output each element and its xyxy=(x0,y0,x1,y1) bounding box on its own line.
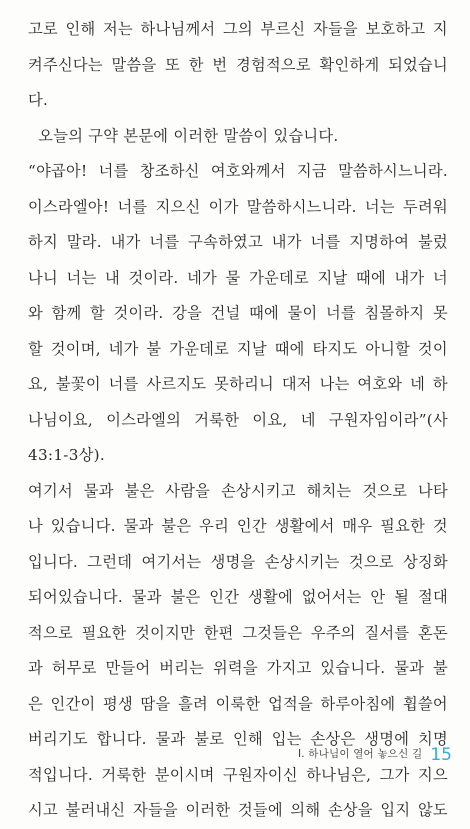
text-line: 43:1-3상). xyxy=(28,446,106,464)
text-line: 적으로 필요한 것이지만 한편 그것들은 우주의 질서를 혼돈 xyxy=(28,623,448,642)
text-line: 버리기도 합니다. 물과 불로 인해 입는 손상은 생명에 치명 xyxy=(28,730,448,748)
text-line: 은 인간이 평생 땀을 흘려 이룩한 업적을 하루아침에 휩쓸어 xyxy=(28,694,448,713)
running-head: I. 하나님이 열어 놓으신 길 xyxy=(297,748,423,760)
text-line: 요, 불꽃이 너를 사르지도 못하리니 대저 나는 여호와 네 하 xyxy=(28,375,448,393)
text-line: 켜주신다는 말씀을 또 한 번 경험적으로 확인하게 되었습니 xyxy=(28,55,448,74)
text-line: 적입니다. 거룩한 분이시며 구원자이신 하나님은, 그가 지으 xyxy=(28,765,448,784)
body-text xyxy=(28,12,448,829)
text-line: 고로 인해 저는 하나님께서 그의 부르신 자들을 보호하고 지 xyxy=(28,20,448,38)
page-number: 15 xyxy=(430,745,452,765)
text-line: 와 함께 할 것이라. 강을 건널 때에 물이 너를 침몰하지 못 xyxy=(28,304,448,322)
text-line: 다. xyxy=(28,91,49,109)
text-line: 하지 말라. 내가 너를 구속하였고 내가 너를 지명하여 불렀 xyxy=(28,233,448,251)
text-line: 되어있습니다. 물과 불은 인간 생활에 없어서는 안 될 절대 xyxy=(28,588,448,606)
text-line: 나 있습니다. 물과 불은 우리 인간 생활에서 매우 필요한 것 xyxy=(28,517,448,535)
text-line: “야곱아! 너를 창조하신 여호와께서 지금 말씀하시느니라. xyxy=(28,162,448,180)
page-footer xyxy=(298,742,452,764)
text-line: 과 허무로 만들어 버리는 위력을 가지고 있습니다. 물과 불 xyxy=(28,659,448,677)
text-line: 나님이요, 이스라엘의 거룩한 이요, 네 구원자임이라”(사 xyxy=(28,410,448,429)
text-line: 이스라엘아! 너를 지으신 이가 말씀하시느니라. 너는 두려워 xyxy=(28,197,448,216)
text-line: 여기서 물과 불은 사람을 손상시키고 해치는 것으로 나타 xyxy=(28,481,448,500)
text-line: 입니다. 그런데 여기서는 생명을 손상시키는 것으로 상징화 xyxy=(28,552,448,571)
text-line: 할 것이며, 네가 불 가운데로 지날 때에 타지도 아니할 것이 xyxy=(28,339,448,358)
text-line: 오늘의 구약 본문에 이러한 말씀이 있습니다. xyxy=(28,126,339,145)
text-line: 나니 너는 내 것이라. 네가 물 가운데로 지날 때에 내가 너 xyxy=(28,268,448,287)
text-line: 시고 불러내신 자들을 이러한 것들에 의해 손상을 입지 않도 xyxy=(28,801,448,819)
